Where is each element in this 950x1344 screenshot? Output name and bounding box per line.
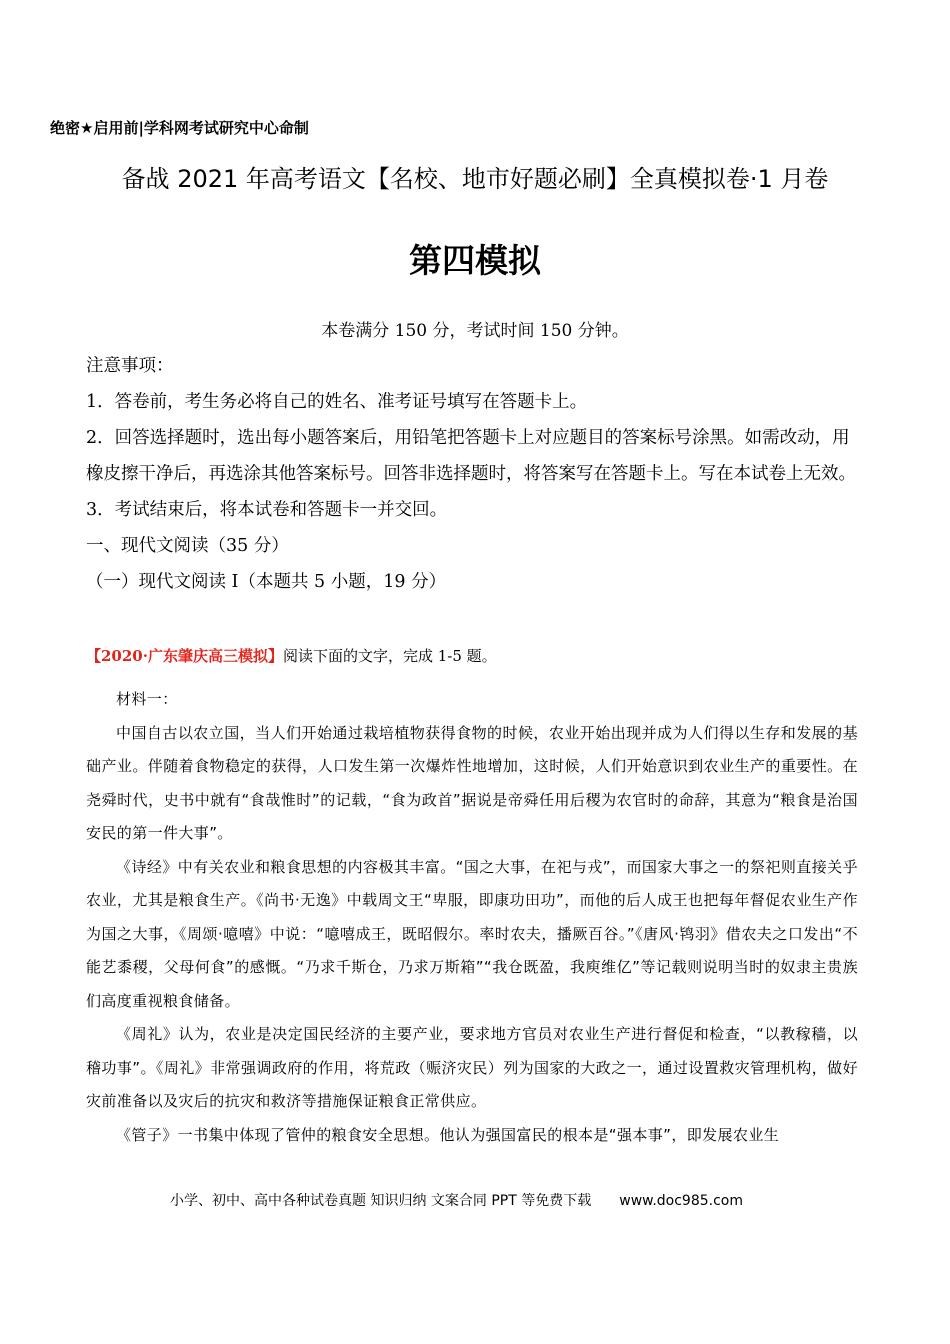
- material-label: 材料一：: [116, 690, 178, 708]
- question-source-line: [86, 645, 497, 666]
- reading-passage: [86, 683, 858, 1152]
- reading-instruction: 阅读下面的文字，完成 1-5 题。: [282, 647, 497, 665]
- note-item-2: 2．回答选择题时，选出每小题答案后，用铅笔把答题卡上对应题目的答案标号涂黑。如需改动，用橡皮擦干净后，再选涂其他答案标号。回答非选择题时，将答案写在答题卡上。写在本试卷上无效。: [86, 428, 856, 484]
- passage-paragraph: 《周礼》认为，农业是决定国民经济的主要产业，要求地方官员对农业生产进行督促和检查，“以教稼穑，以稽功事”。《周礼》非常强调政府的作用，将荒政（赈济灾民）列为国家的大政之一，通过设置救灾管理机构，做好灾前准备以及灾后的抗灾和救济等措施保证粮食正常供应。: [86, 1025, 858, 1110]
- note-item-1: 1．答卷前，考生务必将自己的姓名、准考证号填写在答题卡上。: [86, 392, 588, 412]
- exam-title: 备战 2021 年高考语文【名校、地市好题必刷】全真模拟卷·1 月卷: [121, 165, 829, 193]
- passage-paragraph: 《管子》一书集中体现了管仲的粮食安全思想。他认为强国富民的根本是“强本事”，即发展农业生: [116, 1125, 780, 1144]
- passage-paragraph: 《诗经》中有关农业和粮食思想的内容极其丰富。“国之大事，在祀与戎”，而国家大事之一的祭祀则直接关乎农业，尤其是粮食生产。《尚书·无逸》中载周文王“卑服，即康功田功”，而他的后人成王也把每年督促农业生产作为国之大事，《周颂·噫嘻》中说：“噫嘻成王，既昭假尔。率时农夫，播厥百谷。”《唐风·鸨羽》借农夫之口发出“不能艺黍稷，父母何食”的感慨。“乃求千斯仓，乃求万斯箱”“我仓既盈，我庾维亿”等记载则说明当时的奴隶主贵族们高度重视粮食储备。: [86, 857, 858, 1010]
- confidential-header: 绝密★启用前|学科网考试研究中心命制: [50, 119, 309, 137]
- footer-text: 小学、初中、高中各种试卷真题 知识归纳 文案合同 PPT 等免费下载: [170, 1193, 592, 1209]
- subsection-heading: （一）现代文阅读 I（本题共 5 小题，19 分）: [86, 572, 447, 592]
- score-time-line: 本卷满分 150 分，考试时间 150 分钟。: [321, 321, 629, 341]
- notes-heading: 注意事项：: [86, 356, 174, 376]
- page-footer: [170, 1190, 743, 1210]
- footer-site-link[interactable]: www.doc985.com: [619, 1193, 743, 1209]
- passage-paragraph: 中国自古以农立国，当人们开始通过栽培植物获得食物的时候，农业开始出现并成为人们得以生存和发展的基础产业。伴随着食物稳定的获得，人口发生第一次爆炸性地增加，这时候，人们开始意识到农业生产的重要性。在尧舜时代，史书中就有“食哉惟时”的记载，“食为政首”据说是帝舜任用后稷为农官时的命辞，其意为“粮食是治国安民的第一件大事”。: [86, 723, 858, 842]
- exam-notes: [86, 348, 866, 600]
- exam-subtitle: 第四模拟: [409, 241, 541, 280]
- section-heading: 一、现代文阅读（35 分）: [86, 536, 289, 556]
- note-item-3: 3．考试结束后，将本试卷和答题卡一并交回。: [86, 500, 448, 520]
- source-tag: 【2020·广东肇庆高三模拟】: [86, 647, 283, 665]
